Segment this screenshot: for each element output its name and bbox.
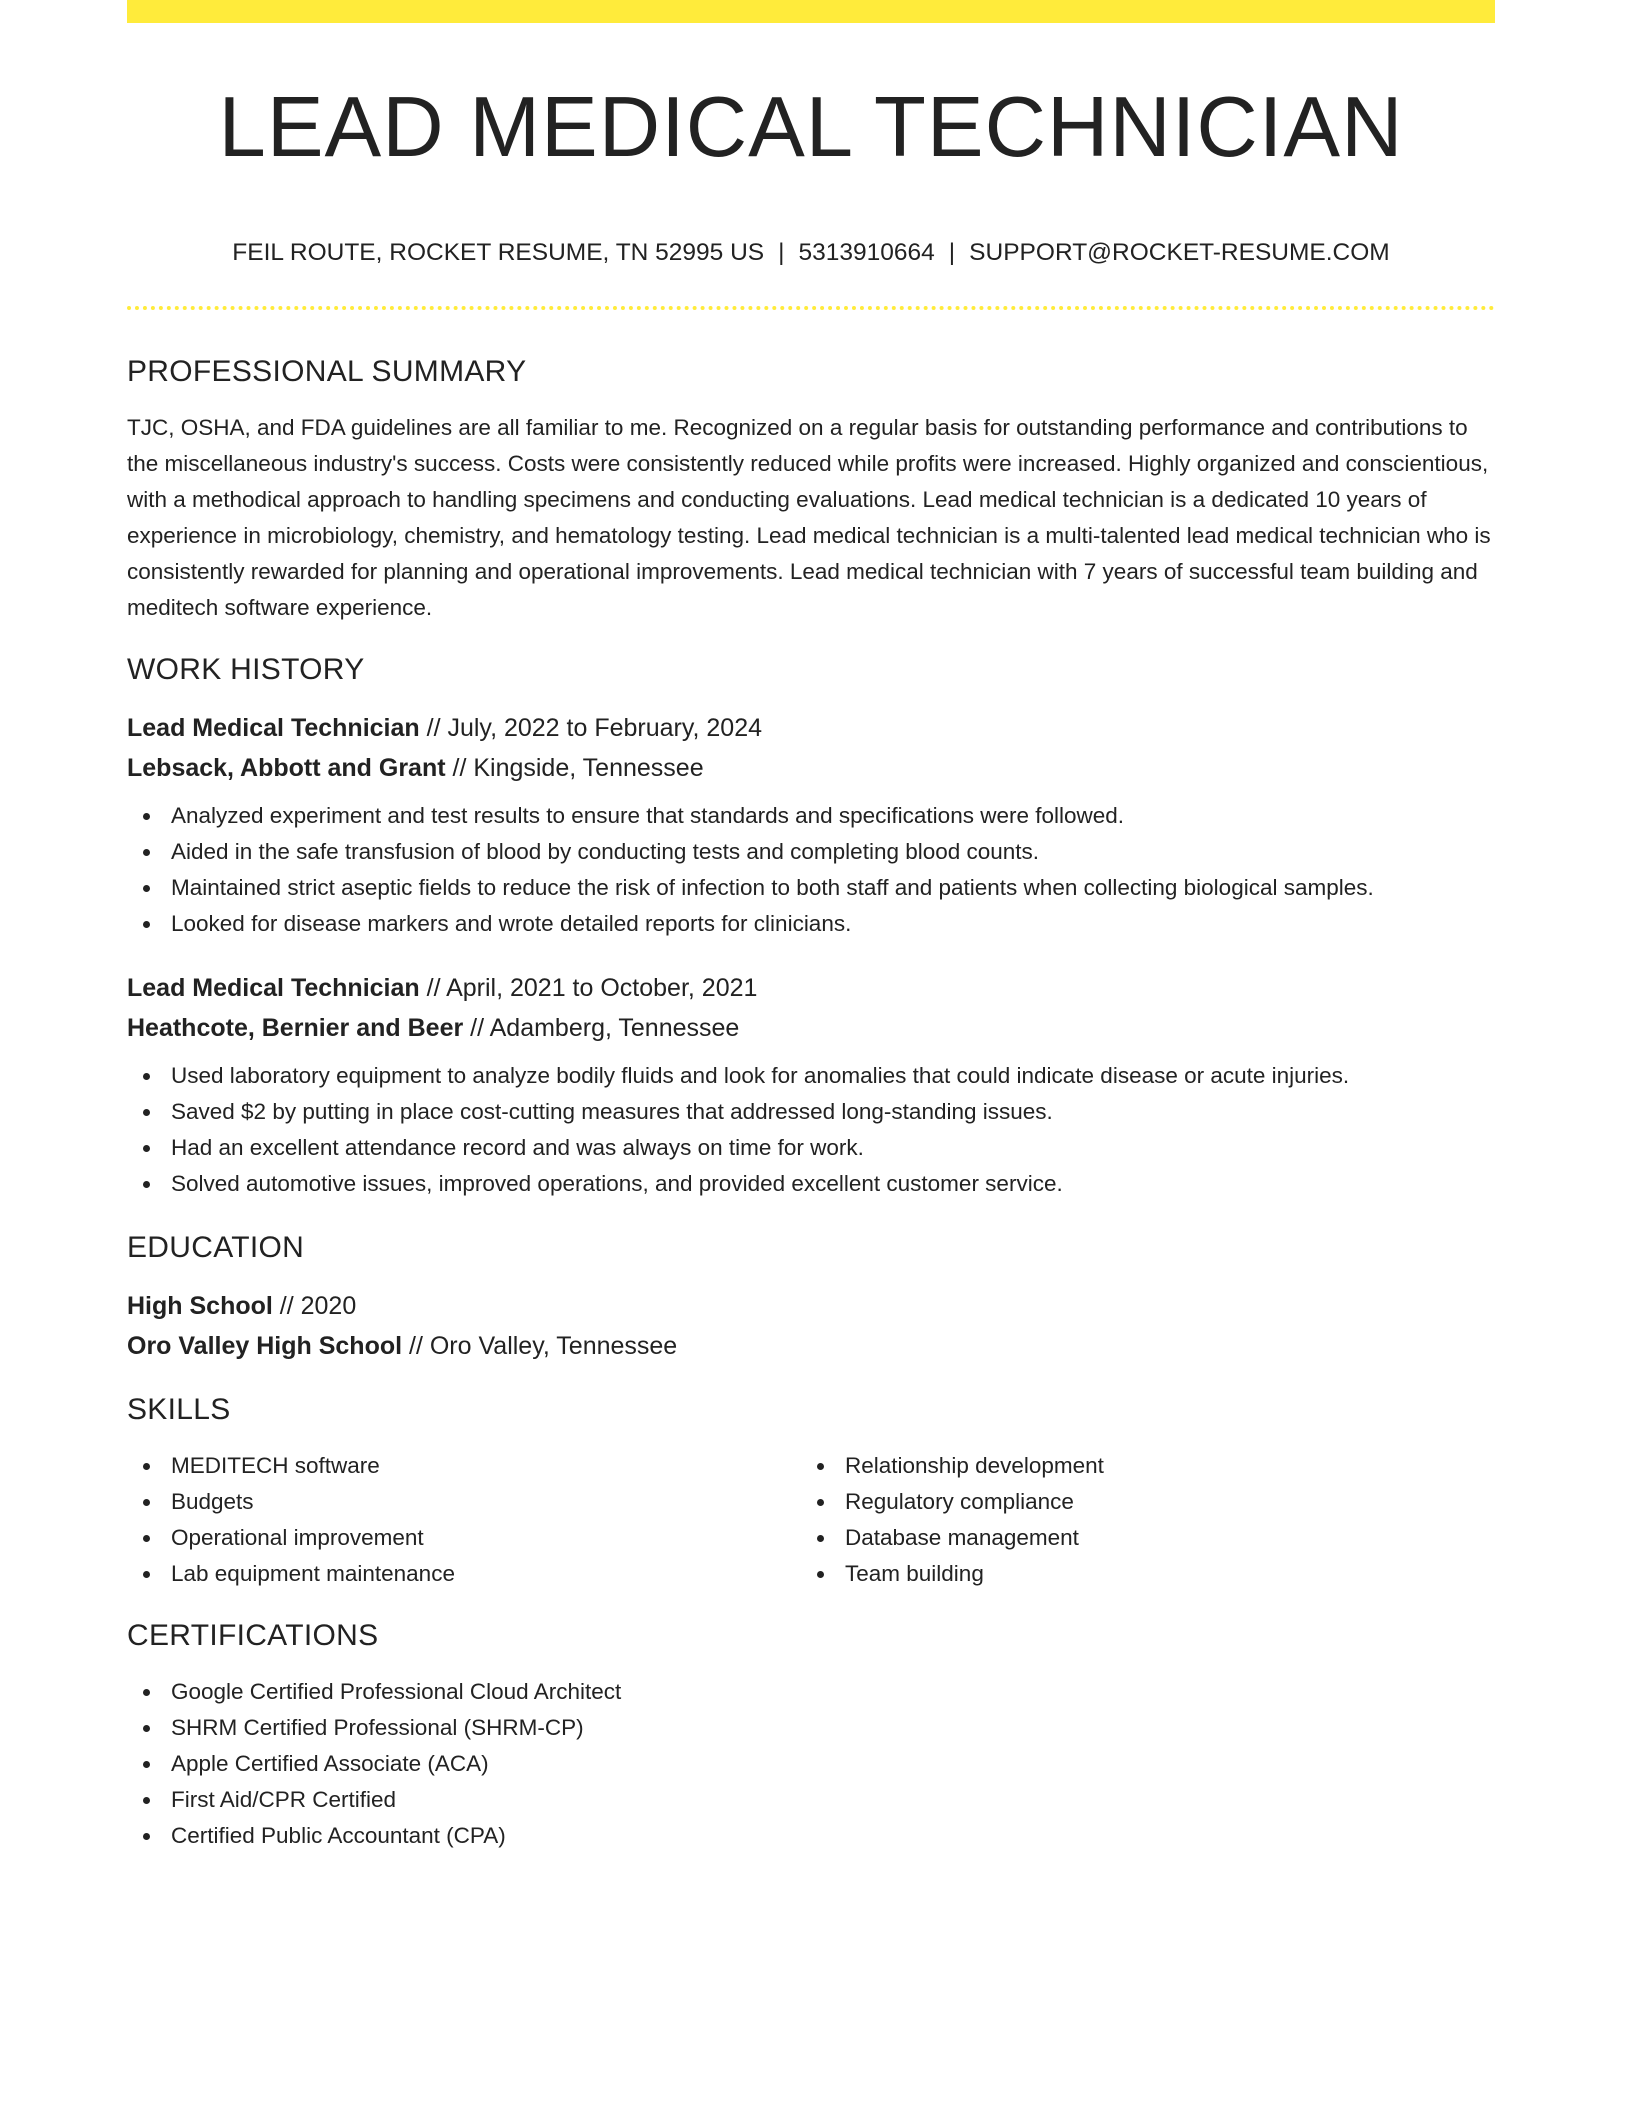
certifications-title: CERTIFICATIONS — [127, 1619, 379, 1652]
job-entry — [127, 968, 1495, 1202]
summary-section — [127, 352, 1495, 626]
certifications-list — [127, 1674, 1495, 1854]
skill-item: Database management — [801, 1520, 1475, 1556]
contact-email: SUPPORT@ROCKET-RESUME.COM — [969, 239, 1390, 266]
skill-item: Budgets — [127, 1484, 801, 1520]
skills-title: SKILLS — [127, 1393, 231, 1426]
job-company-line — [127, 1008, 1495, 1048]
accent-top-bar — [127, 0, 1495, 23]
job-location: // Adamberg, Tennessee — [463, 1014, 740, 1042]
job-title-line — [127, 968, 1495, 1008]
education-location: // Oro Valley, Tennessee — [402, 1332, 678, 1360]
resume-name-heading: LEAD MEDICAL TECHNICIAN — [218, 80, 1404, 175]
job-bullets — [127, 1058, 1495, 1202]
skill-item: Lab equipment maintenance — [127, 1556, 801, 1592]
job-bullet-item: Used laboratory equipment to analyze bodily fluids and look for anomalies that could indicate disease or acute injuries. — [127, 1058, 1495, 1094]
education-degree-line — [127, 1286, 1495, 1326]
contact-line — [127, 236, 1495, 270]
job-role: Lead Medical Technician — [127, 974, 420, 1002]
work-history-title: WORK HISTORY — [127, 653, 365, 686]
work-history-section — [127, 650, 1495, 1202]
skill-item: Regulatory compliance — [801, 1484, 1475, 1520]
skills-grid — [127, 1448, 1495, 1592]
skills-section — [127, 1390, 1495, 1592]
job-bullet-item: Analyzed experiment and test results to ensure that standards and specifications were followed. — [127, 798, 1495, 834]
job-bullet-item: Saved $2 by putting in place cost-cutting measures that addressed long-standing issues. — [127, 1094, 1495, 1130]
education-title: EDUCATION — [127, 1231, 305, 1264]
job-bullet-item: Aided in the safe transfusion of blood by conducting tests and completing blood counts. — [127, 834, 1495, 870]
summary-title: PROFESSIONAL SUMMARY — [127, 355, 527, 388]
job-company: Lebsack, Abbott and Grant — [127, 754, 446, 782]
education-school-line — [127, 1326, 1495, 1366]
skills-left-list — [127, 1448, 801, 1592]
job-location: // Kingside, Tennessee — [445, 754, 704, 782]
contact-address: FEIL ROUTE, ROCKET RESUME, TN 52995 US — [232, 239, 765, 266]
resume-content — [127, 352, 1495, 1854]
certifications-section — [127, 1616, 1495, 1854]
job-company: Heathcote, Bernier and Beer — [127, 1014, 464, 1042]
job-bullet-item: Solved automotive issues, improved operations, and provided excellent customer service. — [127, 1166, 1495, 1202]
skill-item: MEDITECH software — [127, 1448, 801, 1484]
certification-item: Apple Certified Associate (ACA) — [127, 1746, 1495, 1782]
job-bullets — [127, 798, 1495, 942]
job-role: Lead Medical Technician — [127, 714, 420, 742]
skills-right-list — [801, 1448, 1475, 1592]
job-bullet-item: Had an excellent attendance record and was always on time for work. — [127, 1130, 1495, 1166]
contact-separator: | — [948, 239, 956, 266]
contact-phone: 5313910664 — [798, 239, 935, 266]
job-company-line — [127, 748, 1495, 788]
education-school: Oro Valley High School — [127, 1332, 403, 1360]
certification-item: First Aid/CPR Certified — [127, 1782, 1495, 1818]
skill-item: Team building — [801, 1556, 1475, 1592]
certification-item: SHRM Certified Professional (SHRM-CP) — [127, 1710, 1495, 1746]
job-bullet-item: Maintained strict aseptic fields to reduce the risk of infection to both staff and patients when collecting biological samples. — [127, 870, 1495, 906]
job-list — [127, 708, 1495, 1202]
education-year: // 2020 — [272, 1292, 357, 1320]
job-entry — [127, 708, 1495, 942]
certification-item: Certified Public Accountant (CPA) — [127, 1818, 1495, 1854]
certification-item: Google Certified Professional Cloud Architect — [127, 1674, 1495, 1710]
skill-item: Relationship development — [801, 1448, 1475, 1484]
education-degree: High School — [127, 1292, 273, 1320]
job-title-line — [127, 708, 1495, 748]
summary-text: TJC, OSHA, and FDA guidelines are all familiar to me. Recognized on a regular basis for outstanding performance and contributions to the miscellaneous industry's success. Costs were consistently reduced while profits were increased. Highly organized and conscientious, with a methodical approach to handling specimens and conducting evaluations. Lead medical technician is a dedicated 10 years of experience in microbiology, chemistry, and hematology testing. Lead medical technician is a multi-talented lead medical technician who is consistently rewarded for planning and operational improvements. Lead medical technician with 7 years of successful team building and meditech software experience. — [127, 415, 1491, 620]
job-dates: // July, 2022 to February, 2024 — [419, 714, 763, 742]
skill-item: Operational improvement — [127, 1520, 801, 1556]
job-dates: // April, 2021 to October, 2021 — [419, 974, 758, 1002]
job-bullet-item: Looked for disease markers and wrote detailed reports for clinicians. — [127, 906, 1495, 942]
education-section — [127, 1228, 1495, 1366]
dotted-divider — [127, 306, 1495, 310]
contact-separator: | — [778, 239, 785, 266]
